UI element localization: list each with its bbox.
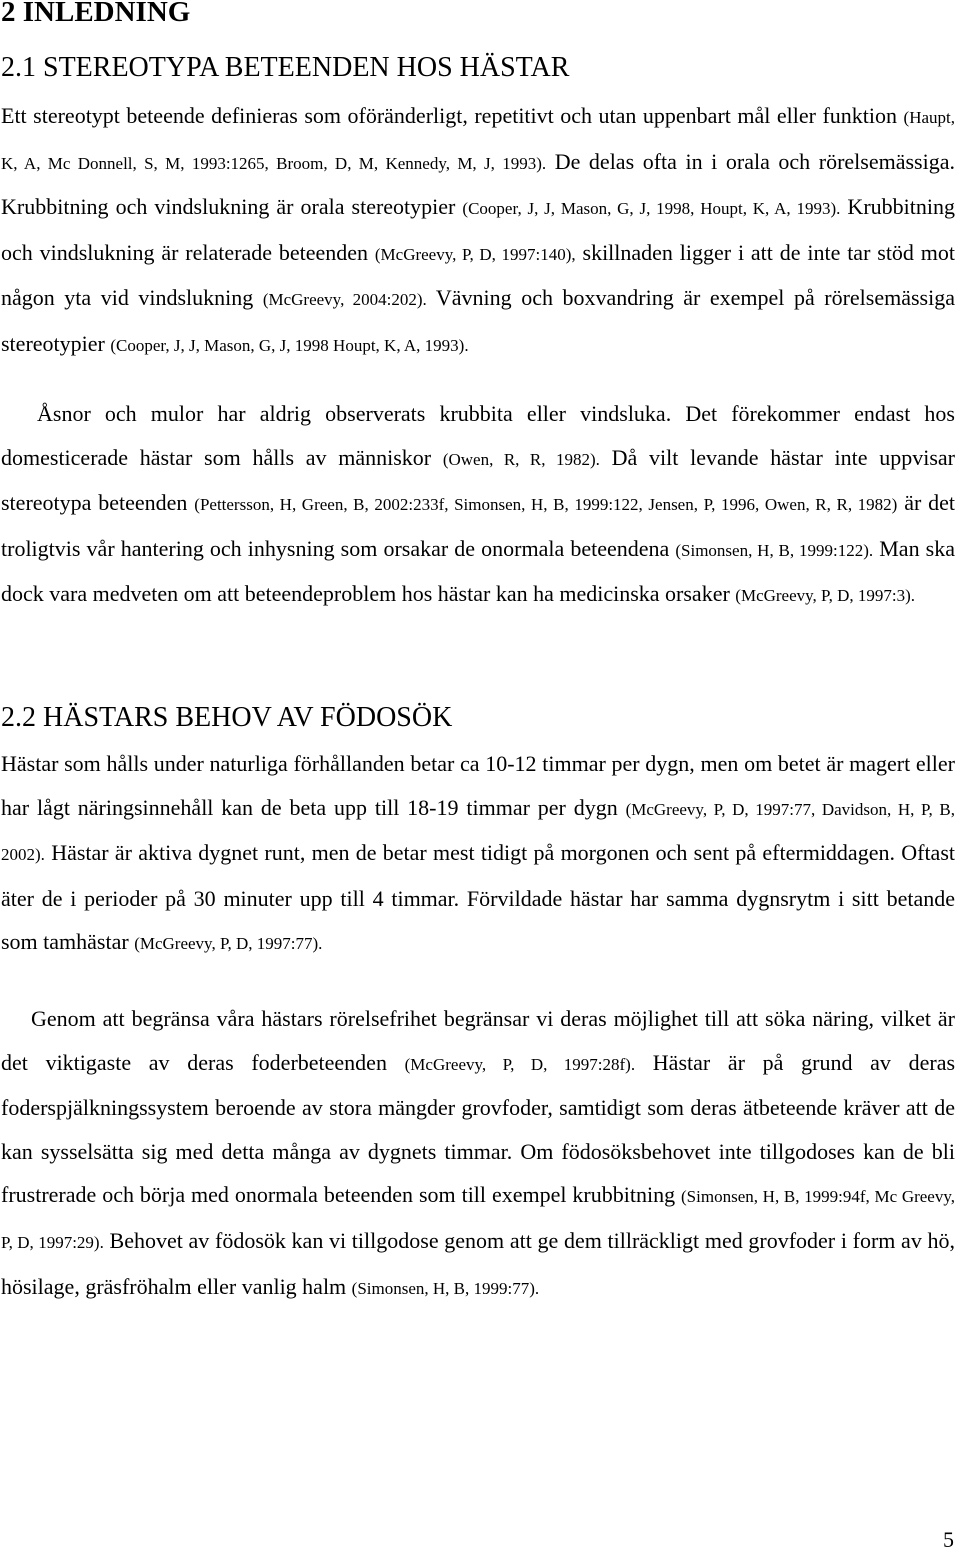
citation: (Simonsen, H, B, 1999:77). [351,1278,540,1298]
text-run: Åsnor och mulor har aldrig observerats krubbita eller vindsluka. Det förekommer endast hos domesticerade hästar som hålls av människor [1,401,955,470]
chapter-heading: 2 INLEDNING [1,0,191,28]
citation: (McGreevy, P, D, 1997:28f). [404,1054,636,1074]
citation: (Cooper, J, J, Mason, G, J, 1998, Houpt, K, A, 1993). [462,199,841,219]
text-run: Ett stereotypt beteende definieras som oföränderligt, repetitivt och utan uppenbart mål eller funktion [1,103,904,128]
text-run: De delas ofta in i orala och rörelsemässiga. Krubbitning och vindslukning är orala stereotypier [1,148,955,220]
citation: (McGreevy, 2004:202). [262,290,427,310]
citation: (McGreevy, P, D, 1997:77, Davidson, H, P, B, 2002). [1,799,955,865]
citation: (Simonsen, H, B, 1999:122). [675,540,874,560]
citation: (Pettersson, H, Green, B, 2002:233f, Simonsen, H, B, 1999:122, Jensen, P, 1996, Owen, R, R, 1982) [194,495,898,515]
section-heading-fodosok: 2.2 HÄSTARS BEHOV AV FÖDOSÖK [1,702,453,733]
text-run: Krubbitning och vindslukning är relaterade beteenden [1,194,955,265]
citation: (Haupt, K, A, Mc Donnell, S, M, 1993:1265, Broom, D, M, Kennedy, M, J, 1993). [1,108,955,173]
text-run: skillnaden ligger i att de inte tar stöd mot någon yta vid vindslukning [1,239,955,311]
citation: (McGreevy, P, D, 1997:77). [134,934,323,954]
text-run: Då vilt levande hästar inte uppvisar stereotypa beteenden [1,444,955,516]
text-run: Hästar är på grund av deras foderspjälkningssystem beroende av stora mängder grovfoder, samtidigt som deras ätbeteende kräver att de kan sysselsätta sig med detta många av dygnets timmar. Om födosöksbehovet inte tillgodoses kan de bli frustrerade och börja med onormala beteenden som till exempel krubbitning [1,1049,956,1208]
citation: (McGreevy, P, D, 1997:3). [735,586,916,606]
section-heading-stereotypa: 2.1 STEREOTYPA BETEENDEN HOS HÄSTAR [1,52,570,83]
paragraph [1,742,955,966]
page-number: 5 [943,1527,954,1552]
citation: (Owen, R, R, 1982). [442,449,600,469]
citation: (Simonsen, H, B, 1999:94f, Mc Greevy, P, D, 1997:29). [1,1187,955,1252]
paragraph [1,94,955,368]
paragraph [1,392,955,618]
citation: (Cooper, J, J, Mason, G, J, 1998 Houpt, K, A, 1993). [110,335,469,355]
text-run: Hästar som hålls under naturliga förhållanden betar ca 10-12 timmar per dygn, men om betet är magert eller har lågt näringsinnehåll kan de beta upp till 18-19 timmar per dygn [1,751,955,820]
text-run: Man ska dock vara medveten om att beteendeproblem hos hästar kan ha medicinska orsaker [1,535,955,607]
text-run: är det troligtvis vår hantering och inhysning som orsakar de onormala beteendena [1,490,956,561]
text-run: Hästar är aktiva dygnet runt, men de betar mest tidigt på morgonen och sent på eftermiddagen. Oftast äter de i perioder på 30 minuter upp till 4 timmar. Förvildade hästar har samma dygnsrytm i sitt betande som tamhästar [1,840,955,955]
text-run: Vävning och boxvandring är exempel på rörelsemässiga stereotypier [1,285,955,356]
text-run: Behovet av födosök kan vi tillgodose genom att ge dem tillräckligt med grovfoder i form av hö, hösilage, gräsfröhalm eller vanlig halm [1,1227,956,1299]
paragraph [1,997,955,1310]
text-run: Genom att begränsa våra hästars rörelsefrihet begränsar vi deras möjlighet till att söka näring, vilket är det viktigaste av deras foderbeteenden [1,1006,955,1075]
citation: (McGreevy, P, D, 1997:140), [374,244,576,264]
